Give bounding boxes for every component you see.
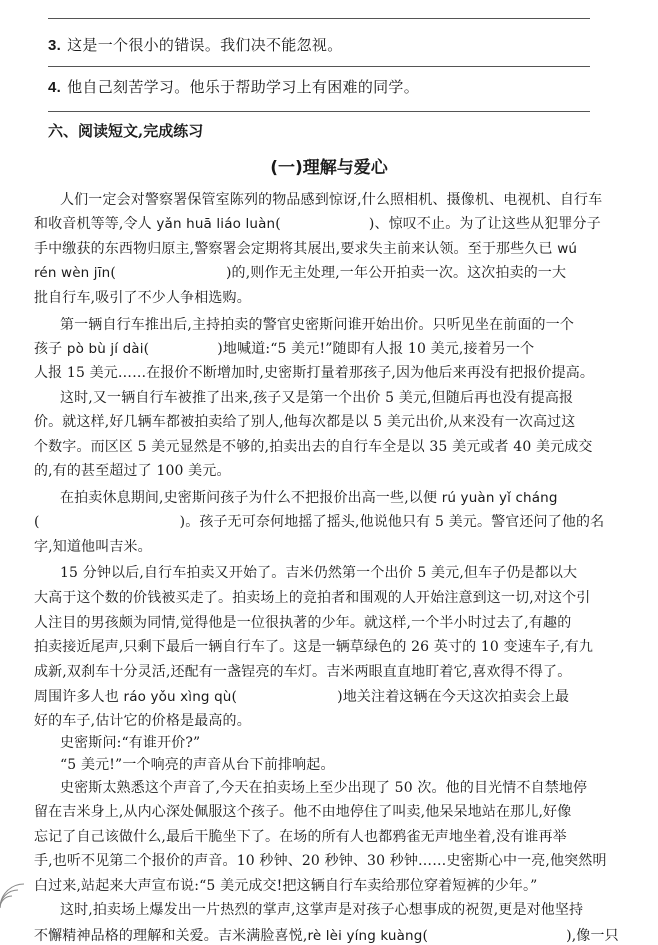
passage-text: “5 美元!”一个响亮的声音从台下前排响起。 xyxy=(60,757,335,773)
passage-text: 在拍卖休息期间,史密斯问孩子为什么不把报价出高一些,以便 xyxy=(60,490,442,506)
passage-line xyxy=(34,287,251,307)
passage-text: 孩子 xyxy=(34,341,67,357)
answer-line xyxy=(48,18,590,19)
passage-text: 这时,又一辆自行车被推了出来,孩子又是第一个出价 5 美元,但随后再也没有提高报 xyxy=(60,390,574,406)
passage-line xyxy=(60,732,200,752)
pinyin-prompt: wú xyxy=(557,241,578,257)
passage-text: 人报 15 美元……在报价不断增加时,史密斯打量着那孩子,因为他后来再没有把报价提高。 xyxy=(34,365,595,381)
passage-text: 周围许多人也 xyxy=(34,689,124,705)
passage-text: )。孩子无可奈何地摇了摇头,他说他只有 5 美元。警官还问了他的名 xyxy=(179,514,605,530)
passage-text: 的,有的甚至超过了 100 美元。 xyxy=(34,463,231,479)
passage-line xyxy=(34,587,590,607)
passage-text: 大高于这个数的价钱被买走了。拍卖场上的竞拍者和围观的人开始注意到这一切,对这个引 xyxy=(34,590,591,606)
passage-text: 不懈精神品格的理解和关爱。吉米满脸喜悦, xyxy=(34,928,308,944)
passage-text: )地关注着这辆在今天这次拍卖会上最 xyxy=(337,689,570,705)
question-3 xyxy=(48,34,343,55)
passage-line xyxy=(34,262,566,282)
passage-line xyxy=(34,710,251,730)
passage-text: )的,则作无主处理,一年公开拍卖一次。这次拍卖的一大 xyxy=(225,265,567,281)
pinyin-prompt: rén wèn jīn xyxy=(34,265,111,281)
passage-text: 人注目的男孩颇为同情,觉得他是一位很执著的少年。就这样,一个半小时过去了,有趣的 xyxy=(34,615,572,631)
passage-line xyxy=(34,801,571,821)
passage-line xyxy=(34,536,152,556)
passage-text: 字,知道他叫吉米。 xyxy=(34,539,152,555)
pinyin-prompt: yǎn huā liáo luàn xyxy=(156,216,276,232)
passage-line xyxy=(34,661,571,681)
passage-text: 批自行车,吸引了不少人争相选购。 xyxy=(34,290,251,306)
passage-text: ( xyxy=(422,928,429,944)
answer-line xyxy=(48,66,590,67)
passage-line xyxy=(34,213,601,233)
passage-text: 个数字。而区区 5 美元显然是不够的,拍卖出去的自行车全是以 35 美元或者 40 美元成交 xyxy=(34,439,593,455)
question-4 xyxy=(48,76,419,97)
passage-line xyxy=(60,562,577,582)
passage-text: 手中缴获的东西物归原主,警察署会定期将其展出,要求失主前来认领。至于那些久已 xyxy=(34,241,558,257)
passage-text: ),像一只 xyxy=(566,928,619,944)
pinyin-prompt: rè lèi yíng kuàng xyxy=(307,928,423,944)
page-corner-ornament xyxy=(0,882,26,908)
passage-line xyxy=(60,314,574,334)
passage-text: 和收音机等等,令人 xyxy=(34,216,157,232)
passage-line xyxy=(34,850,607,870)
passage-line xyxy=(34,411,575,431)
passage-text: 15 分钟以后,自行车拍卖又开始了。吉米仍然第一个出价 5 美元,但车子仍是都以大 xyxy=(60,565,578,581)
passage-text: 留在吉米身上,从内心深处佩服这个孩子。他不由地停住了叫卖,他呆呆地站在那儿,好像 xyxy=(34,804,572,820)
passage-text: 好的车子,估计它的价格是最高的。 xyxy=(34,713,251,729)
passage-title: (一)理解与爱心 xyxy=(270,158,388,178)
passage-text: 拍卖接近尾声,只剩下最后一辆自行车了。这是一辆草绿色的 26 英寸的 10 变速车子,有九 xyxy=(34,639,594,655)
passage-line xyxy=(60,754,335,774)
passage-text: 成新,双刹车十分灵活,还配有一盏锃亮的车灯。吉米两眼直直地盯着它,喜欢得不得了。 xyxy=(34,664,572,680)
passage-line xyxy=(34,338,534,358)
passage-text: ( xyxy=(231,689,238,705)
passage-text: 忘记了自己该做什么,最后干脆坐下了。在场的所有人也都鸦雀无声地坐着,没有谁再举 xyxy=(34,829,567,845)
passage-text: 这时,拍卖场上爆发出一片热烈的掌声,这掌声是对孩子心想事成的祝贺,更是对他坚持 xyxy=(60,902,584,918)
passage-line xyxy=(34,238,577,258)
passage-line xyxy=(60,387,573,407)
question-text: 这是一个很小的错误。我们决不能忽视。 xyxy=(67,36,343,54)
passage-text: ( xyxy=(34,514,40,530)
pinyin-prompt: ráo yǒu xìng qù xyxy=(123,689,232,705)
passage-text: 第一辆自行车推出后,主持拍卖的警官史密斯问谁开始出价。只听见坐在前面的一个 xyxy=(60,317,574,333)
answer-line xyxy=(48,111,590,112)
passage-text: 人们一定会对警察署保管室陈列的物品感到惊讶,什么照相机、摄像机、电视机、自行车 xyxy=(60,192,603,208)
pinyin-prompt: pò bù jí dài xyxy=(66,341,144,357)
passage-text: ( xyxy=(110,265,116,281)
passage-line xyxy=(34,875,537,895)
passage-text: 价。就这样,好几辆车都被拍卖给了别人,他每次都是以 5 美元出价,从来没有一次高过这 xyxy=(34,414,576,430)
passage-line xyxy=(34,925,619,945)
question-number: 3. xyxy=(48,37,62,54)
pinyin-prompt: rú yuàn yǐ cháng xyxy=(441,490,558,506)
passage-text: ( xyxy=(143,341,150,357)
passage-line xyxy=(34,436,593,456)
passage-line xyxy=(60,899,583,919)
passage-line xyxy=(60,777,587,797)
passage-line xyxy=(60,487,558,507)
section-heading: 六、阅读短文,完成练习 xyxy=(48,122,204,140)
passage-text: )地喊道:“5 美元!”随即有人报 10 美元,接着另一个 xyxy=(217,341,535,357)
passage-text: ( xyxy=(275,216,281,232)
passage-line xyxy=(34,826,567,846)
passage-line xyxy=(34,460,231,480)
passage-line xyxy=(34,511,604,531)
question-number: 4. xyxy=(48,79,62,96)
passage-text: 手,也听不见第二个报价的声音。10 秒钟、20 秒钟、30 秒钟……史密斯心中一亮,他突然明 xyxy=(34,853,607,869)
passage-line xyxy=(34,636,593,656)
passage-line xyxy=(34,686,569,706)
passage-text: 史密斯问:“有谁开价?” xyxy=(60,735,201,751)
passage-line xyxy=(60,189,602,209)
passage-line xyxy=(34,362,594,382)
question-text: 他自己刻苦学习。他乐于帮助学习上有困难的同学。 xyxy=(67,78,420,96)
passage-text: 史密斯太熟悉这个声音了,今天在拍卖场上至少出现了 50 次。他的目光情不自禁地停 xyxy=(60,780,588,796)
passage-line xyxy=(34,612,571,632)
passage-text: 白过来,站起来大声宣布说:“5 美元成交!把这辆自行车卖给那位穿着短裤的少年。” xyxy=(34,878,538,894)
passage-text: )、惊叹不止。为了让这些从犯罪分子 xyxy=(368,216,601,232)
